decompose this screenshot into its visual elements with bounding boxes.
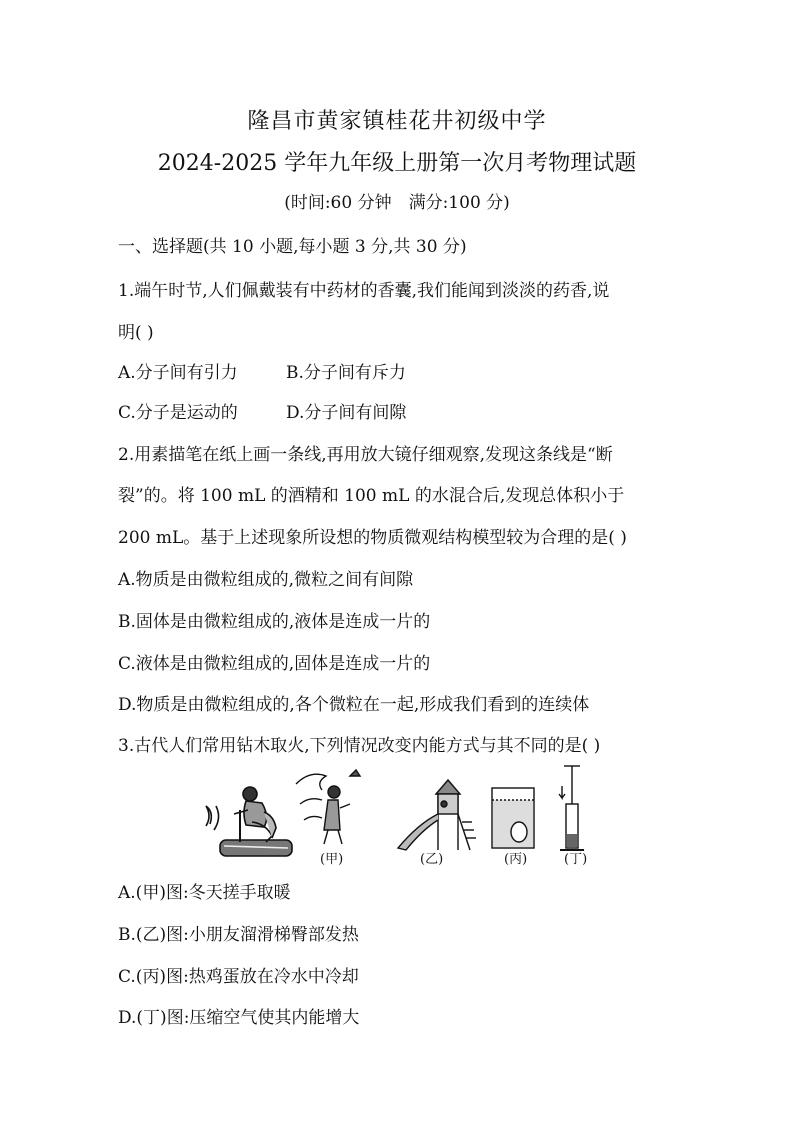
compression-syringe-icon — [559, 766, 584, 850]
question-2-option-c: C.液体是由微粒组成的,固体是连成一片的 — [118, 654, 431, 674]
question-1-option-b: B.分子间有斥力 — [286, 363, 406, 383]
exam-meta: (时间:60 分钟 满分:100 分) — [284, 193, 510, 213]
question-3-stem-line-1: 3.古代人们常用钻木取火,下列情况改变内能方式与其不同的是( ) — [118, 736, 601, 756]
question-2-option-d: D.物质是由微粒组成的,各个微粒在一起,形成我们看到的连续体 — [118, 695, 590, 715]
question-3-option-a: A.(甲)图:冬天搓手取暖 — [118, 883, 291, 903]
fire-drilling-man-icon — [206, 787, 292, 856]
figure-caption-yi: (乙) — [420, 852, 444, 867]
school-title: 隆昌市黄家镇桂花井初级中学 — [247, 109, 547, 134]
question-3-figure — [200, 764, 600, 868]
exam-title: 2024-2025 学年九年级上册第一次月考物理试题 — [157, 151, 637, 176]
figure-caption-jia: (甲) — [320, 852, 344, 867]
question-2-option-b: B.固体是由微粒组成的,液体是连成一片的 — [118, 612, 431, 632]
figure-caption-ding: (丁) — [564, 852, 588, 867]
fire-drilling-illustration — [200, 764, 600, 868]
question-2-option-a: A.物质是由微粒组成的,微粒之间有间隙 — [118, 570, 414, 590]
question-1-option-d: D.分子间有间隙 — [286, 403, 407, 423]
question-2-stem-line-3: 200 mL。基于上述现象所设想的物质微观结构模型较为合理的是( ) — [118, 528, 627, 548]
beaker-egg-icon — [492, 788, 534, 848]
question-1-option-c: C.分子是运动的 — [118, 403, 238, 423]
question-2-stem-line-1: 2.用素描笔在纸上画一条线,再用放大镜仔细观察,发现这条线是“断 — [118, 445, 613, 465]
question-1-stem-line-1: 1.端午时节,人们佩戴装有中药材的香囊,我们能闻到淡淡的药香,说 — [118, 281, 610, 301]
question-3-option-b: B.(乙)图:小朋友溜滑梯臀部发热 — [118, 925, 359, 945]
question-1-stem-line-2: 明( ) — [118, 323, 154, 343]
question-2-stem-line-2: 裂”的。将 100 mL 的酒精和 100 mL 的水混合后,发现总体积小于 — [118, 486, 625, 506]
question-1-option-a: A.分子间有引力 — [118, 363, 238, 383]
rubbing-hands-person-icon — [296, 770, 360, 844]
question-3-option-d: D.(丁)图:压缩空气使其内能增大 — [118, 1008, 360, 1028]
slide-playground-icon — [398, 780, 476, 850]
question-3-option-c: C.(丙)图:热鸡蛋放在冷水中冷却 — [118, 967, 359, 987]
section-title: 一、选择题(共 10 小题,每小题 3 分,共 30 分) — [118, 237, 467, 257]
figure-caption-bing: (丙) — [504, 852, 528, 867]
